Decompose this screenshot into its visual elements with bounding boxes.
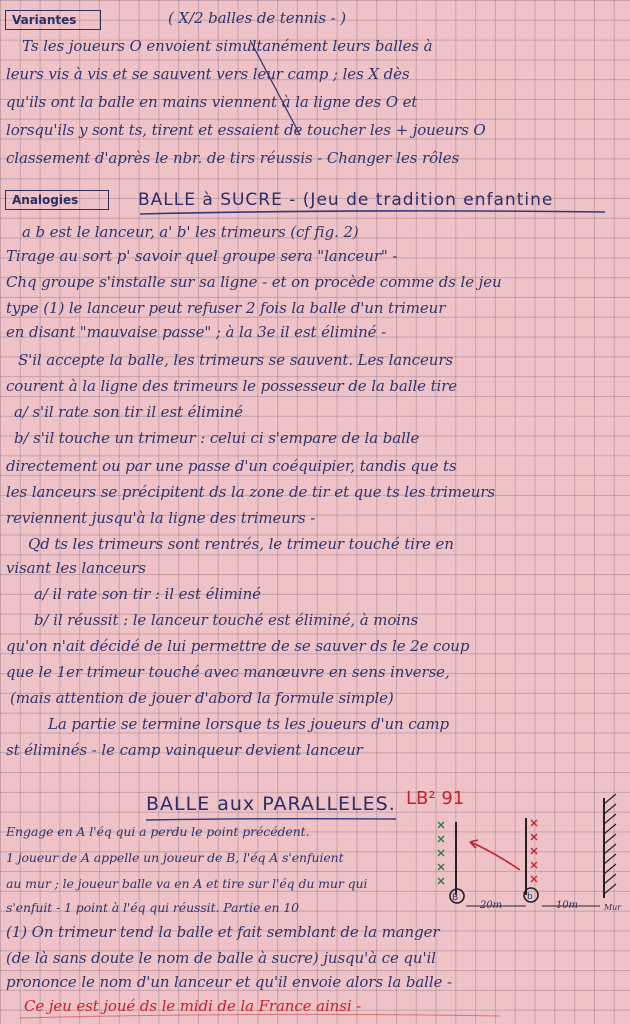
- wall-label: Mur: [604, 903, 621, 912]
- analogies-line-1: a b est le lanceur, a' b' les trimeurs (cf fig. 2): [22, 223, 359, 241]
- variantes-line-2: leurs vis à vis et se sauvent vers leur camp ; les X dès: [6, 65, 410, 83]
- analogies-line-4: type (1) le lanceur peut refuser 2 fois la balle d'un trimeur: [6, 299, 446, 317]
- paralleles-line-4: s'enfuit - 1 point à l'éq qui réussit. Partie en 10: [6, 900, 300, 915]
- paralleles-line-1: Engage en A l'éq qui a perdu le point précédent.: [6, 824, 310, 839]
- team-b-players: [531, 820, 537, 882]
- footnote-line-1: (1) On trimeur tend la balle et fait semblant de la manger: [6, 923, 440, 941]
- paralleles-line-2: 1 joueur de A appelle un joueur de B, l'éq A s'enfuient: [6, 850, 344, 865]
- footnote-line-3: prononce le nom d'un lanceur et qu'il envoie alors la balle -: [6, 973, 452, 991]
- analogies-line-19: (mais attention de jouer d'abord la formule simple): [10, 689, 394, 707]
- team-a-players: [438, 822, 444, 884]
- analogies-line-20: La partie se termine lorsque ts les joueurs d'un camp: [48, 715, 450, 733]
- balle-aux-paralleles-title: BALLE aux PARALLELES.: [146, 793, 396, 815]
- analogies-line-9: b/ s'il touche un trimeur : celui ci s'empare de la balle: [14, 429, 420, 447]
- variantes-line-1: Ts les joueurs O envoient simultanément leurs balles à: [22, 37, 433, 55]
- analogies-line-14: visant les lanceurs: [6, 559, 146, 577]
- paralleles-line-3: au mur ; le joueur balle va en A et tire sur l'éq du mur qui: [6, 876, 368, 891]
- analogies-line-17: qu'on n'ait décidé de lui permettre de se sauver ds le 2e coup: [6, 637, 470, 655]
- chase-arrow: [470, 842, 520, 870]
- variantes-label-box: Variantes: [5, 10, 101, 30]
- analogies-line-6: S'il accepte la balle, les trimeurs se sauvent. Les lanceurs: [18, 351, 453, 369]
- analogies-line-16: b/ il réussit : le lanceur touché est éliminé, à moins: [34, 611, 419, 629]
- point-b-letter: b: [527, 892, 533, 902]
- strike-mark: [250, 40, 300, 135]
- paralleles-title-underline: [146, 819, 396, 820]
- wall-hatching: [604, 794, 616, 894]
- analogies-line-18: que le 1er trimeur touché avec manœuvre en sens inverse,: [6, 663, 450, 681]
- analogies-label-box: Analogies: [5, 190, 109, 210]
- title-underline: [140, 211, 605, 214]
- analogies-line-5: en disant "mauvaise passe" ; à la 3e il est éliminé -: [6, 323, 387, 341]
- analogies-line-2: Tirage au sort p' savoir quel groupe sera "lanceur" -: [6, 247, 398, 265]
- closing-note: Ce jeu est joué ds le midi de la France ainsi -: [24, 997, 362, 1015]
- reference-label: LB² 91: [406, 788, 465, 809]
- variantes-header: ( X/2 balles de tennis - ): [168, 9, 346, 27]
- analogies-line-11: les lanceurs se précipitent ds la zone de tir et que ts les trimeurs: [6, 483, 495, 501]
- point-a-letter: B: [452, 893, 459, 903]
- analogies-line-7: courent à la ligne des trimeurs le possesseur de la balle tire: [6, 377, 458, 395]
- variantes-line-5: classement d'après le nbr. de tirs réussis - Changer les rôles: [6, 149, 460, 167]
- analogies-line-15: a/ il rate son tir : il est éliminé: [34, 585, 261, 603]
- analogies-line-13: Qd ts les trimeurs sont rentrés, le trimeur touché tire en: [28, 535, 454, 553]
- footnote-line-2: (de là sans doute le nom de balle à sucre) jusqu'à ce qu'il: [6, 949, 436, 967]
- variantes-line-4: lorsqu'ils y sont ts, tirent et essaient de toucher les + joueurs O: [6, 121, 486, 139]
- variantes-line-3: qu'ils ont la balle en mains viennent à la ligne des O et: [6, 93, 418, 111]
- analogies-line-21: st éliminés - le camp vainqueur devient lanceur: [6, 741, 363, 759]
- balle-a-sucre-title: BALLE à SUCRE - (Jeu de tradition enfantine: [138, 190, 554, 210]
- analogies-line-8: a/ s'il rate son tir il est éliminé: [14, 403, 243, 421]
- analogies-line-12: reviennent jusqu'à la ligne des trimeurs -: [6, 509, 316, 527]
- analogies-line-10: directement ou par une passe d'un coéquipier, tandis que ts: [6, 457, 457, 475]
- distance-1-label: 20m: [480, 900, 502, 911]
- distance-2-label: 10m: [556, 900, 578, 911]
- analogies-line-3: Chq groupe s'installe sur sa ligne - et on procède comme ds le jeu: [6, 273, 502, 291]
